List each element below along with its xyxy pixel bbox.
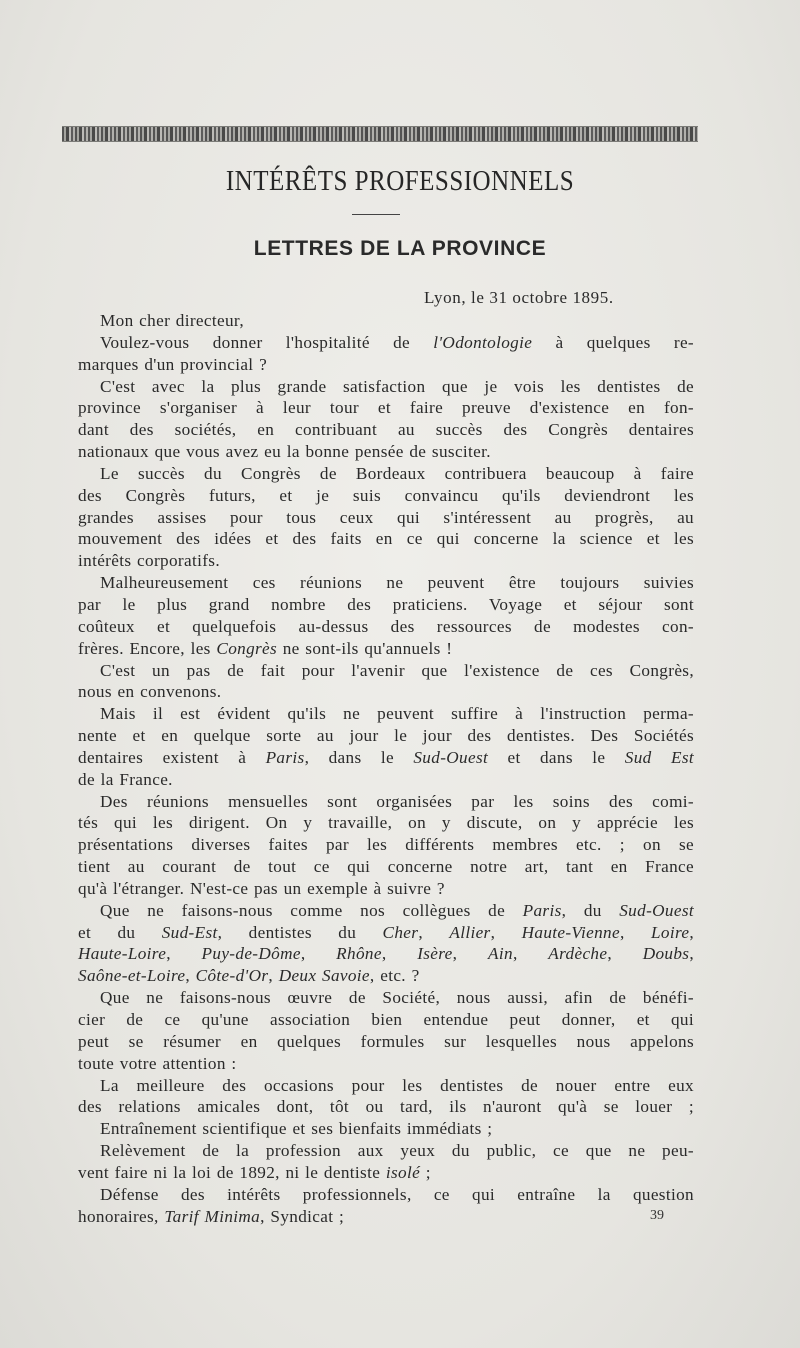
text-line: frères. Encore, les Congrès ne sont-ils qu'annuels !: [78, 638, 453, 658]
text-line: mouvement des idées et des faits en ce qui concerne la science et les: [78, 529, 694, 549]
text-line: Que ne faisons-nous comme nos collègues de Paris, du Sud-Ouest: [100, 900, 694, 920]
text-line: dant des sociétés, en contribuant au succès des Congrès dentaires: [78, 420, 694, 440]
text-line: C'est un pas de fait pour l'avenir que l'existence de ces Congrès,: [100, 660, 694, 680]
text-line: Que ne faisons-nous œuvre de Société, nous aussi, afin de bénéfi-: [100, 988, 694, 1008]
text-line: Entraînement scientifique et ses bienfaits immédiats ;: [100, 1119, 493, 1139]
text-line: nente et en quelque sorte au jour le jour des dentistes. Des Sociétés: [78, 726, 694, 746]
text-line: des relations amicales dont, tôt ou tard, ils n'auront qu'à se louer ;: [78, 1097, 694, 1117]
text-line: grandes assises pour tous ceux qui s'intéressent au progrès, au: [78, 507, 694, 527]
text-line: La meilleure des occasions pour les dentistes de nouer entre eux: [100, 1075, 694, 1095]
text-line: dentaires existent à Paris, dans le Sud-Ouest et dans le Sud Est: [78, 747, 694, 767]
text-line: Mon cher directeur,: [100, 311, 244, 330]
section-title: INTÉRÊTS PROFESSIONNELS: [225, 165, 575, 197]
letter-body: [78, 310, 694, 1227]
text-line: Mais il est évident qu'ils ne peuvent suffire à l'instruction perma-: [100, 704, 694, 724]
text-line: province s'organiser à leur tour et faire preuve d'existence en fon-: [78, 398, 694, 418]
decorative-ornament-band: [62, 126, 698, 142]
text-line: honoraires, Tarif Minima, Syndicat ;: [78, 1206, 345, 1226]
text-line: marques d'un provincial ?: [78, 354, 268, 374]
text-line: de la France.: [78, 769, 173, 789]
text-line: Haute-Loire, Puy-de-Dôme, Rhône, Isère, Ain, Ardèche, Doubs,: [78, 944, 694, 964]
text-line: toute votre attention :: [78, 1053, 237, 1073]
page-number: 39: [650, 1208, 664, 1223]
text-line: C'est avec la plus grande satisfaction que je vois les dentistes de: [100, 376, 694, 396]
title-divider: [352, 214, 400, 215]
article-subtitle: LETTRES DE LA PROVINCE: [253, 237, 547, 260]
text-line: Saône-et-Loire, Côte-d'Or, Deux Savoie, etc. ?: [78, 966, 420, 986]
text-line: Des réunions mensuelles sont organisées par les soins des comi-: [100, 791, 694, 811]
text-line: cier de ce qu'une association bien entendue peut donner, et qui: [78, 1010, 694, 1029]
text-line: tés qui les dirigent. On y travaille, on y discute, on y apprécie les: [78, 813, 694, 833]
text-line: Malheureusement ces réunions ne peuvent être toujours suivies: [100, 573, 694, 593]
text-line: tient au courant de tout ce qui concerne notre art, tant en France: [78, 857, 694, 877]
text-line: Relèvement de la profession aux yeux du public, ce que ne peu-: [100, 1141, 694, 1161]
text-line: qu'à l'étranger. N'est-ce pas un exemple à suivre ?: [78, 878, 445, 898]
text-line: des Congrès futurs, et je suis convaincu qu'ils deviendront les: [78, 485, 694, 505]
text-line: nous en convenons.: [78, 682, 222, 702]
text-line: coûteux et quelquefois au-dessus des ressources de modestes con-: [78, 616, 694, 636]
text-line: Le succès du Congrès de Bordeaux contribuera beaucoup à faire: [100, 463, 694, 483]
text-line: Voulez-vous donner l'hospitalité de l'Odontologie à quelques re-: [100, 332, 694, 352]
text-line: et du Sud-Est, dentistes du Cher, Allier, Haute-Vienne, Loire,: [78, 922, 695, 942]
text-line: par le plus grand nombre des praticiens. Voyage et séjour sont: [78, 594, 694, 614]
text-line: intérêts corporatifs.: [78, 551, 220, 571]
letter-dateline: Lyon, le 31 octobre 1895.: [424, 288, 614, 307]
text-line: nationaux que vous avez eu la bonne pensée de susciter.: [78, 442, 491, 462]
text-line: peut se résumer en quelques formules sur lesquelles nous appelons: [78, 1031, 694, 1051]
text-line: Défense des intérêts professionnels, ce qui entraîne la question: [100, 1184, 694, 1204]
text-line: présentations diverses faites par les différents membres etc. ; on se: [78, 835, 694, 855]
text-line: vent faire ni la loi de 1892, ni le dentiste isolé ;: [78, 1162, 431, 1182]
